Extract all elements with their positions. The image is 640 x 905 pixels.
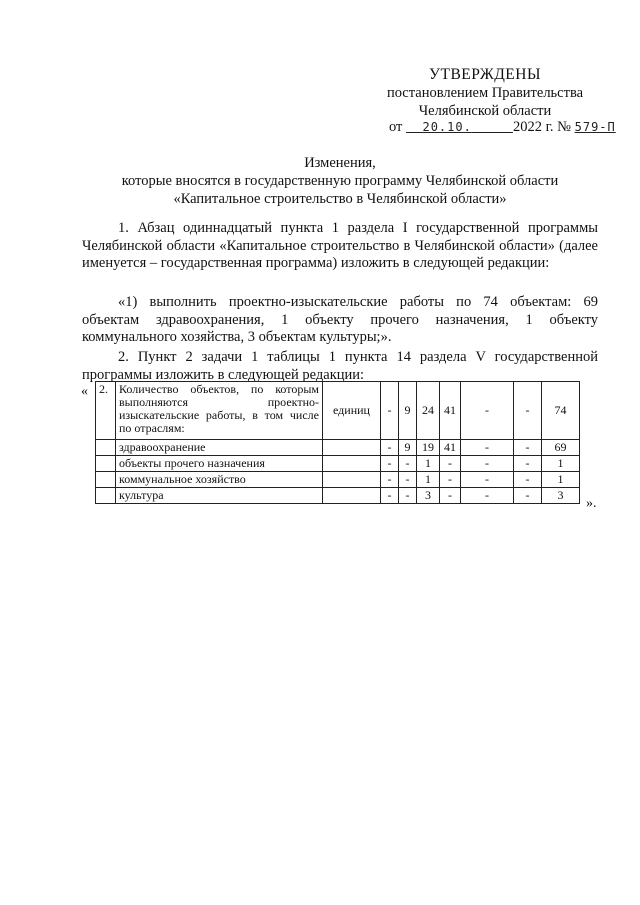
program-table bbox=[95, 381, 580, 504]
value-cell: - bbox=[440, 488, 461, 504]
value-cell: - bbox=[514, 488, 542, 504]
approval-title: УТВЕРЖДЕНЫ bbox=[429, 66, 541, 83]
value-cell: 1 bbox=[542, 456, 580, 472]
document-heading bbox=[80, 154, 600, 208]
value-cell: 1 bbox=[542, 472, 580, 488]
value-cell: 24 bbox=[417, 382, 440, 440]
paragraph-2: «1) выполнить проектно-изыскательские работы по 74 объектам: 69 объектам здравоохранения, 1 объекту прочего назначения, 1 объекту коммунального хозяйства, 3 объектам культуры;». bbox=[82, 294, 598, 345]
approval-line-1: постановлением Правительства bbox=[386, 85, 584, 101]
value-cell: - bbox=[440, 456, 461, 472]
value-cell: - bbox=[514, 472, 542, 488]
approval-date: 20.10. bbox=[422, 120, 472, 134]
table-row bbox=[96, 456, 580, 472]
value-cell: - bbox=[461, 456, 514, 472]
value-cell: - bbox=[381, 488, 399, 504]
value-cell: 1 bbox=[417, 456, 440, 472]
value-cell: - bbox=[399, 456, 417, 472]
approval-line-2: Челябинской области bbox=[418, 103, 552, 119]
approval-date-line bbox=[389, 119, 616, 136]
paragraph-1: 1. Абзац одиннадцатый пункта 1 раздела I государственной программы Челябинской области «Капитальное строительство в Челябинской области» (далее именуется – государственная программа) изложить в следующей редакции: bbox=[82, 220, 598, 271]
row-name: объекты прочего назначения bbox=[116, 456, 323, 472]
value-cell: - bbox=[461, 472, 514, 488]
value-cell: - bbox=[399, 488, 417, 504]
paragraph-3: 2. Пункт 2 задачи 1 таблицы 1 пункта 14 раздела V государственной программы изложить в следующей редакции: bbox=[82, 349, 598, 383]
value-cell: 69 bbox=[542, 440, 580, 456]
from-label: от bbox=[389, 119, 403, 135]
value-cell: - bbox=[381, 472, 399, 488]
value-cell: - bbox=[399, 472, 417, 488]
value-cell: 3 bbox=[542, 488, 580, 504]
unit-cell: единиц bbox=[323, 382, 381, 440]
close-quote: ». bbox=[586, 496, 597, 511]
row-number: 2. bbox=[96, 382, 116, 440]
approval-block bbox=[380, 66, 590, 120]
value-cell: - bbox=[461, 488, 514, 504]
row-name: культура bbox=[116, 488, 323, 504]
value-cell: 41 bbox=[440, 382, 461, 440]
heading-line-3: «Капитальное строительство в Челябинской области» bbox=[173, 191, 507, 207]
value-cell: 1 bbox=[417, 472, 440, 488]
open-quote: « bbox=[81, 384, 88, 399]
value-cell: 9 bbox=[399, 382, 417, 440]
value-cell: - bbox=[381, 456, 399, 472]
table-row bbox=[96, 382, 580, 440]
heading-line-1: Изменения, bbox=[304, 155, 376, 171]
value-cell: - bbox=[440, 472, 461, 488]
row-name: Количество объектов, по которым выполняются проектно-изыскательские работы, в том числе по отраслям: bbox=[116, 382, 323, 440]
value-cell: - bbox=[514, 456, 542, 472]
table-row bbox=[96, 472, 580, 488]
row-name: здравоохранение bbox=[116, 440, 323, 456]
year-label: 2022 г. № bbox=[512, 119, 571, 135]
row-name: коммунальное хозяйство bbox=[116, 472, 323, 488]
approval-number: 579-П bbox=[574, 120, 616, 134]
value-cell: - bbox=[381, 440, 399, 456]
value-cell: - bbox=[461, 382, 514, 440]
value-cell: 19 bbox=[417, 440, 440, 456]
value-cell: 41 bbox=[440, 440, 461, 456]
value-cell: - bbox=[514, 382, 542, 440]
table-row bbox=[96, 488, 580, 504]
value-cell: 3 bbox=[417, 488, 440, 504]
value-cell: 74 bbox=[542, 382, 580, 440]
value-cell: 9 bbox=[399, 440, 417, 456]
value-cell: - bbox=[514, 440, 542, 456]
value-cell: - bbox=[461, 440, 514, 456]
table-row bbox=[96, 440, 580, 456]
heading-line-2: которые вносятся в государственную программу Челябинской области bbox=[121, 173, 559, 189]
value-cell: - bbox=[381, 382, 399, 440]
